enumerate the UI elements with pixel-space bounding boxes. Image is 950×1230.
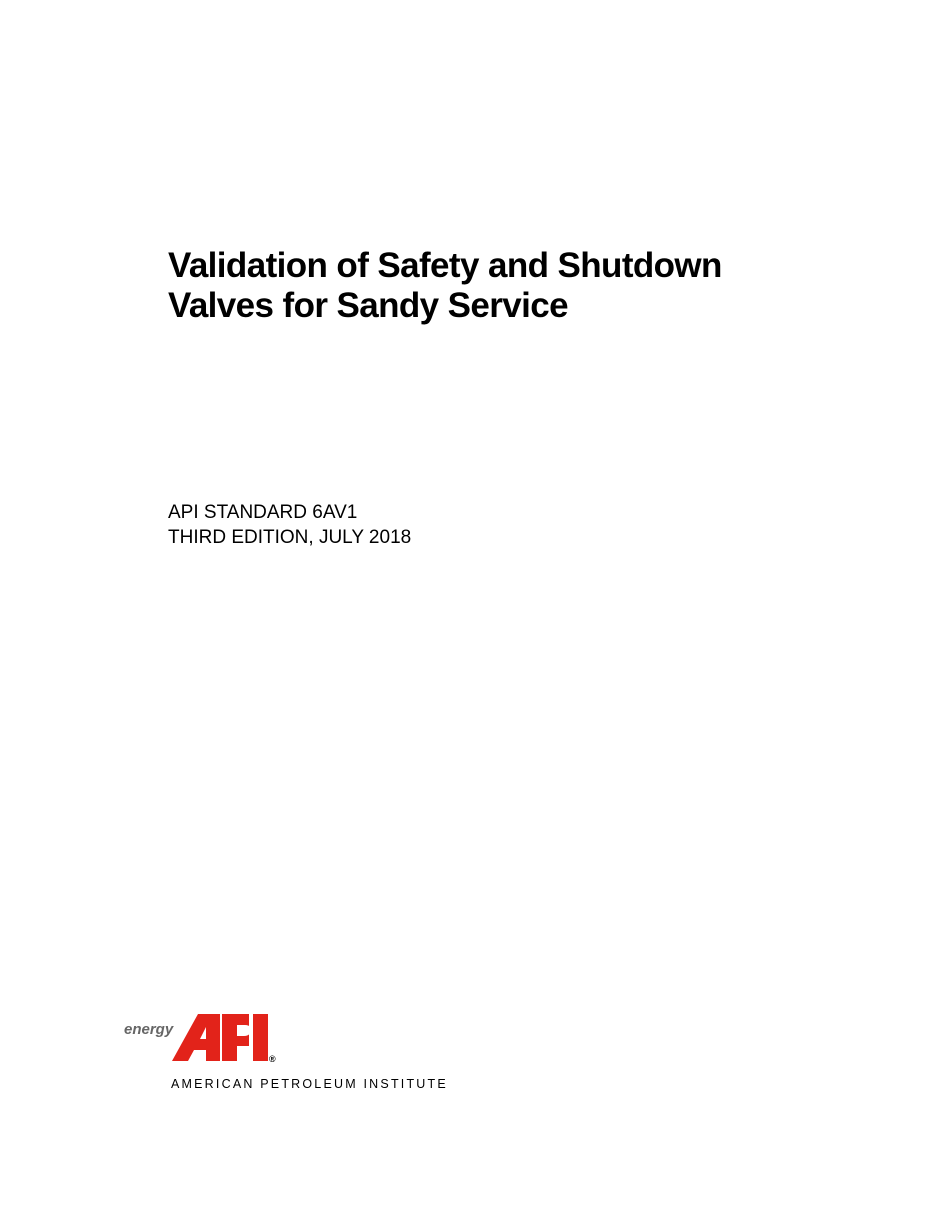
energy-tagline: energy (124, 1021, 174, 1038)
document-title (168, 246, 868, 326)
title-line-2: Valves for Sandy Service (168, 286, 569, 325)
api-letters-icon (172, 1014, 268, 1061)
standard-number: API STANDARD 6AV1 (168, 502, 358, 523)
title-line-1: Validation of Safety and Shutdown (168, 246, 722, 285)
institute-name: AMERICAN PETROLEUM INSTITUTE (171, 1077, 448, 1091)
standard-designation (168, 500, 411, 550)
registered-mark: ® (269, 1054, 276, 1064)
edition-date: THIRD EDITION, JULY 2018 (168, 527, 412, 548)
api-logo-mark (120, 1008, 450, 1068)
